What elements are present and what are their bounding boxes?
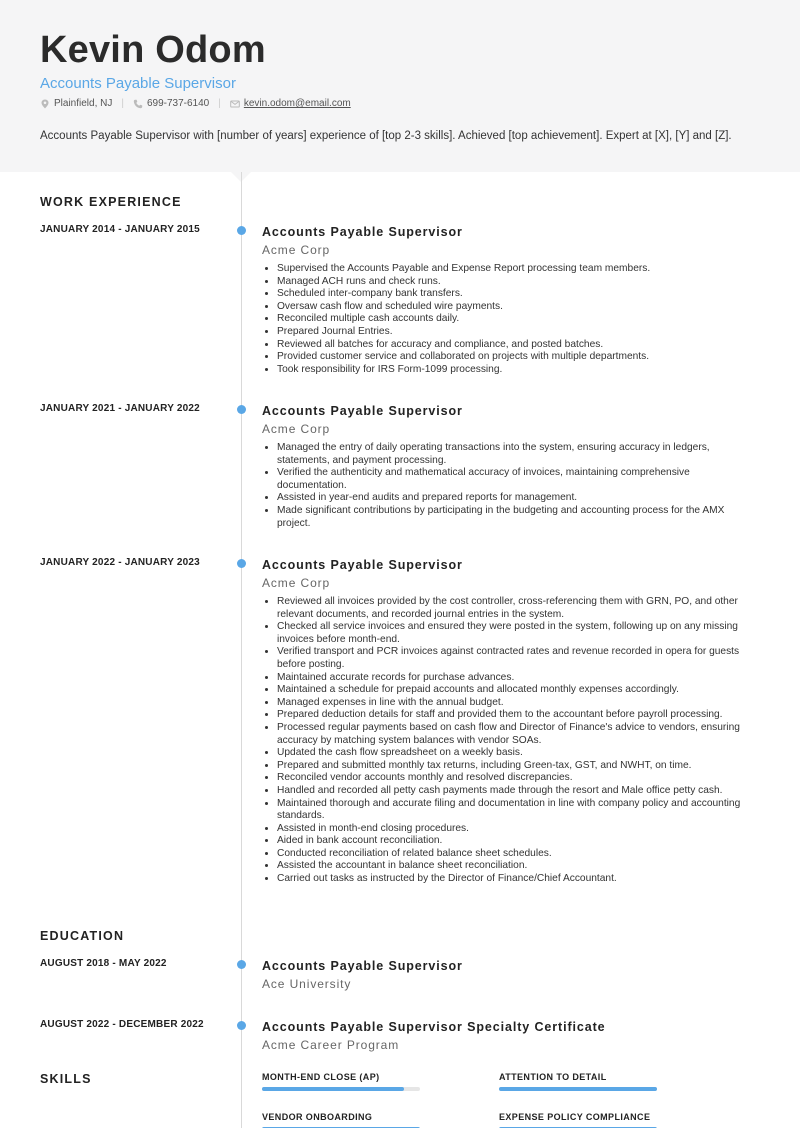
timeline-dot [237, 226, 246, 235]
bullet: • Maintained accurate records for purchase advances. [277, 672, 752, 685]
bullet: • Prepared Journal Entries. [277, 326, 752, 339]
email-link[interactable]: kevin.odom@email.com [243, 98, 351, 109]
entry-date: JANUARY 2021 - JANUARY 2022 [40, 403, 200, 414]
entry-date: JANUARY 2014 - JANUARY 2015 [40, 224, 200, 235]
bullet: • Assisted in year-end audits and prepared reports for management. [277, 492, 752, 505]
skill-label: EXPENSE POLICY COMPLIANCE [499, 1112, 651, 1122]
entry-date: JANUARY 2022 - JANUARY 2023 [40, 557, 200, 568]
entry-role: Accounts Payable Supervisor Specialty Certificate [262, 1020, 606, 1034]
bullet: • Supervised the Accounts Payable and Expense Report processing team members. [277, 263, 752, 276]
section-title-skills: SKILLS [40, 1072, 92, 1086]
skill-item [262, 1072, 420, 1091]
entry-role: Accounts Payable Supervisor [262, 959, 463, 973]
timeline-line [241, 172, 242, 1128]
mail-icon [230, 99, 240, 109]
bullet: • Provided customer service and collaborated on projects with multiple departments. [277, 351, 752, 364]
contact-separator: | [218, 98, 221, 109]
candidate-name: Kevin Odom [40, 29, 266, 71]
entry-role: Accounts Payable Supervisor [262, 225, 463, 239]
bullet: • Oversaw cash flow and scheduled wire payments. [277, 301, 752, 314]
entry-org: Acme Corp [262, 422, 331, 436]
phone-text: 699-737-6140 [146, 98, 210, 109]
bullet: • Conducted reconciliation of related balance sheet schedules. [277, 848, 752, 861]
timeline-dot [237, 559, 246, 568]
bullet: • Assisted in month-end closing procedures. [277, 823, 752, 836]
bullet: • Prepared and submitted monthly tax returns, including Green-tax, GST, and NWHT, on time. [277, 760, 752, 773]
bullet: • Prepared deduction details for staff and provided them to the accountant before payroll processing. [277, 709, 752, 722]
contact-separator: | [121, 98, 124, 109]
entry-date: AUGUST 2018 - MAY 2022 [40, 958, 167, 969]
skill-label: ATTENTION TO DETAIL [499, 1072, 607, 1082]
bullet: • Managed expenses in line with the annual budget. [277, 697, 752, 710]
location-text: Plainfield, NJ [54, 98, 113, 109]
bullet: • Maintained a schedule for prepaid accounts and allocated monthly expenses accordingly. [277, 684, 752, 697]
entry-date: AUGUST 2022 - DECEMBER 2022 [40, 1019, 204, 1030]
location-pin-icon [40, 99, 50, 109]
bullet: • Verified transport and PCR invoices against contracted rates and revenue recorded in opera for guests before posting. [277, 646, 752, 671]
resume-header [0, 0, 800, 172]
phone-icon [133, 99, 143, 109]
skill-bar [262, 1087, 420, 1091]
bullet: • Managed ACH runs and check runs. [277, 276, 752, 289]
bullet: • Reviewed all invoices provided by the cost controller, cross-referencing them with GRN, PO, and other relevant documents, and recorded journal entries in the system. [277, 596, 752, 621]
skill-item [262, 1112, 420, 1128]
bullet: • Updated the cash flow spreadsheet on a weekly basis. [277, 747, 752, 760]
bullet: • Made significant contributions by participating in the budgeting and accounting process for the AMX project. [277, 505, 752, 530]
bullet: • Reconciled multiple cash accounts daily. [277, 313, 752, 326]
entry-org: Acme Career Program [262, 1038, 400, 1052]
phone-contact [133, 98, 209, 109]
contact-row [40, 98, 760, 109]
bullet: • Verified the authenticity and mathematical accuracy of invoices, maintaining comprehensive documentation. [277, 467, 752, 492]
bullet: • Processed regular payments based on cash flow and Director of Finance's advice to vendors, ensuring accuracy by matching system balances with vendor SOAs. [277, 722, 752, 747]
section-title-work: WORK EXPERIENCE [40, 195, 182, 209]
entry-bullets [262, 263, 752, 376]
entry-bullets [262, 596, 752, 886]
timeline-dot [237, 960, 246, 969]
entry-org: Acme Corp [262, 243, 331, 257]
entry-role: Accounts Payable Supervisor [262, 404, 463, 418]
skill-bar-fill [499, 1087, 657, 1091]
skill-bar-fill [262, 1087, 404, 1091]
entry-bullets [262, 442, 752, 530]
bullet: • Checked all service invoices and ensured they were posted in the system, following up on any missing invoices before month-end. [277, 621, 752, 646]
bullet: • Took responsibility for IRS Form-1099 processing. [277, 364, 752, 377]
summary-text: Accounts Payable Supervisor with [number of years] experience of [top 2-3 skills]. Achieved [top achievement]. Expert at [X], [Y] and [Z]. [40, 130, 732, 142]
entry-org: Ace University [262, 977, 352, 991]
bullet: • Handled and recorded all petty cash payments made through the resort and Male office petty cash. [277, 785, 752, 798]
skill-label: VENDOR ONBOARDING [262, 1112, 373, 1122]
email-contact[interactable] [230, 98, 351, 109]
candidate-title: Accounts Payable Supervisor [40, 75, 236, 92]
bullet: • Managed the entry of daily operating transactions into the system, ensuring accuracy in ledgers, statements, and payment processing. [277, 442, 752, 467]
bullet: • Carried out tasks as instructed by the Director of Finance/Chief Accountant. [277, 873, 752, 886]
location-contact [40, 98, 112, 109]
entry-org: Acme Corp [262, 576, 331, 590]
bullet: • Maintained thorough and accurate filing and documentation in line with company policy and accounting standards. [277, 798, 752, 823]
skill-label: MONTH-END CLOSE (AP) [262, 1072, 380, 1082]
skill-item [499, 1112, 657, 1128]
skill-bar [499, 1087, 657, 1091]
bullet: • Assisted the accountant in balance sheet reconciliation. [277, 860, 752, 873]
bullet: • Reviewed all batches for accuracy and compliance, and posted batches. [277, 339, 752, 352]
timeline-dot [237, 405, 246, 414]
skill-item [499, 1072, 657, 1091]
section-title-education: EDUCATION [40, 929, 125, 943]
bullet: • Aided in bank account reconciliation. [277, 835, 752, 848]
bullet: • Reconciled vendor accounts monthly and resolved discrepancies. [277, 772, 752, 785]
bullet: • Scheduled inter-company bank transfers. [277, 288, 752, 301]
timeline-dot [237, 1021, 246, 1030]
entry-role: Accounts Payable Supervisor [262, 558, 463, 572]
